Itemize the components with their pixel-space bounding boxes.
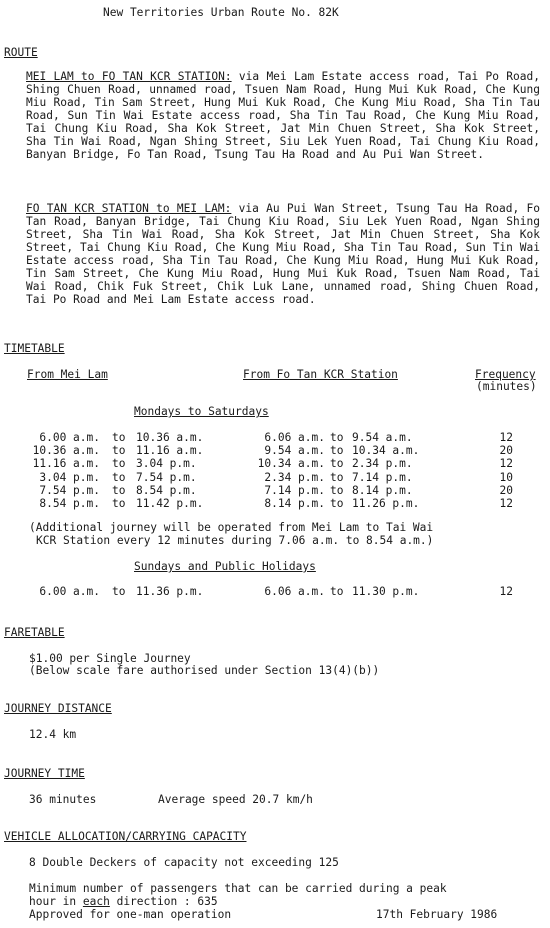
frequency-value: 20 bbox=[499, 444, 513, 458]
weekday-heading: Mondays to Saturdays bbox=[134, 405, 269, 418]
to-word: to bbox=[330, 483, 344, 497]
fo-tan-from-time: 9.54 a.m. bbox=[264, 444, 325, 458]
journey-distance-heading: JOURNEY DISTANCE bbox=[4, 702, 112, 715]
fare-line2: (Below scale fare authorised under Section 13(4)(b)) bbox=[29, 664, 380, 677]
to-word: to bbox=[112, 483, 126, 497]
vehicle-line3-pre: hour in bbox=[29, 895, 83, 908]
timetable-heading: TIMETABLE bbox=[4, 342, 65, 355]
route-inbound bbox=[26, 202, 540, 306]
mei-lam-from-time: 8.54 p.m. bbox=[39, 497, 100, 510]
vehicle-line3-each: each bbox=[82, 895, 110, 908]
mei-lam-to-time: 11.16 a.m. bbox=[136, 444, 204, 458]
to-word: to bbox=[112, 585, 126, 598]
to-word: to bbox=[112, 457, 126, 471]
frequency-value: 12 bbox=[499, 497, 513, 510]
fo-tan-from-time: 10.34 a.m. bbox=[257, 457, 325, 471]
journey-distance-value: 12.4 km bbox=[29, 728, 77, 741]
mei-lam-to-time: 11.42 p.m. bbox=[136, 497, 204, 510]
mei-lam-to-time: 3.04 p.m. bbox=[136, 457, 197, 471]
vehicle-line3-post: direction : 635 bbox=[109, 895, 218, 908]
col-from-mei-lam: From Mei Lam bbox=[27, 368, 108, 381]
document-date: 17th February 1986 bbox=[376, 908, 498, 921]
outbound-text: via Mei Lam Estate access road, Tai Po Road, Shing Chuen Road, unnamed road, Tsuen Nam Road, Hung Mui Kuk Road, Che Kung Miu Road, Tin Sam Street, Hung Mui Kuk Road, Che Kung Miu Road, Sha Tin Tau Road, Sun Tin Wai Estate access road, Sha Tin Tau Road, Che Kung Miu Road, Tai Chung Kiu Road, Sha Kok Street, Jat Min Chuen Street, Sha Kok Street, Sha Tin Wai Road, Ngan Shing Street, Siu Lek Yuen Road, Tai Chung Kiu Road, Banyan Bridge, Fo Tan Road, Tsung Tau Ha Road and Au Pui Wan Street. bbox=[26, 70, 540, 161]
col-from-fo-tan: From Fo Tan KCR Station bbox=[243, 368, 398, 381]
mei-lam-from-time: 7.54 p.m. bbox=[39, 483, 100, 497]
vehicle-heading: VEHICLE ALLOCATION/CARRYING CAPACITY bbox=[4, 830, 247, 843]
mei-lam-from-time: 11.16 a.m. bbox=[32, 457, 100, 471]
fo-tan-from-time: 7.14 p.m. bbox=[264, 483, 325, 497]
mei-lam-from-time: 6.00 a.m. bbox=[39, 431, 100, 444]
frequency-value: 10 bbox=[499, 470, 513, 484]
fo-tan-from-time: 6.06 a.m. bbox=[264, 431, 325, 444]
col-frequency: Frequency bbox=[475, 368, 536, 381]
fo-tan-to-time: 9.54 a.m. bbox=[352, 431, 413, 444]
vehicle-line3 bbox=[29, 895, 218, 908]
vehicle-line1: 8 Double Deckers of capacity not exceeding 125 bbox=[29, 856, 339, 869]
fo-tan-to-time: 10.34 a.m. bbox=[352, 444, 420, 458]
fo-tan-from-time: 8.14 p.m. bbox=[264, 497, 325, 510]
fo-tan-to-time: 7.14 p.m. bbox=[352, 470, 413, 484]
fo-tan-to-time: 11.30 p.m. bbox=[352, 585, 420, 598]
average-speed: Average speed 20.7 km/h bbox=[158, 793, 313, 806]
col-frequency-unit: (minutes) bbox=[476, 380, 537, 393]
mei-lam-to-time: 8.54 p.m. bbox=[136, 483, 197, 497]
frequency-value: 12 bbox=[499, 431, 513, 444]
to-word: to bbox=[112, 470, 126, 484]
page-title: New Territories Urban Route No. 82K bbox=[103, 6, 339, 19]
to-word: to bbox=[112, 444, 126, 458]
frequency-value: 12 bbox=[499, 585, 513, 598]
frequency-value: 20 bbox=[499, 483, 513, 497]
to-word: to bbox=[330, 431, 344, 444]
faretable-heading: FARETABLE bbox=[4, 626, 65, 639]
fo-tan-from-time: 6.06 a.m. bbox=[264, 585, 325, 598]
frequency-value: 12 bbox=[499, 457, 513, 471]
to-word: to bbox=[112, 497, 126, 510]
inbound-label: FO TAN KCR STATION to MEI LAM: bbox=[26, 202, 232, 215]
mei-lam-from-time: 3.04 p.m. bbox=[39, 470, 100, 484]
to-word: to bbox=[330, 585, 344, 598]
mei-lam-to-time: 7.54 p.m. bbox=[136, 470, 197, 484]
mei-lam-from-time: 10.36 a.m. bbox=[32, 444, 100, 458]
journey-time-heading: JOURNEY TIME bbox=[4, 767, 85, 780]
to-word: to bbox=[330, 444, 344, 458]
mei-lam-to-time: 10.36 a.m. bbox=[136, 431, 204, 444]
holiday-heading: Sundays and Public Holidays bbox=[134, 560, 316, 573]
inbound-text: via Au Pui Wan Street, Tsung Tau Ha Road, Fo Tan Road, Banyan Bridge, Tai Chung Kiu Road, Siu Lek Yuen Road, Ngan Shing Street, Sha Tin Wai Road, Sha Kok Street, Jat Min Chuen Street, Sha Kok Street, Tai Chung Kiu Road, Che Kung Miu Road, Sha Tin Tau Road, Sun Tin Wai Estate access road, Sha Tin Tau Road, Che Kung Miu Road, Hung Mui Kuk Road, Tin Sam Street, Che Kung Miu Road, Hung Mui Kuk Road, Tsuen Nam Road, Tai Wai Road, Chik Fuk Street, Chik Luk Lane, unnamed road, Shing Chuen Road, Tai Po Road and Mei Lam Estate access road. bbox=[26, 202, 540, 306]
outbound-label: MEI LAM to FO TAN KCR STATION: bbox=[26, 70, 232, 83]
to-word: to bbox=[330, 470, 344, 484]
fo-tan-from-time: 2.34 p.m. bbox=[264, 470, 325, 484]
fo-tan-to-time: 2.34 p.m. bbox=[352, 457, 413, 471]
route-outbound bbox=[26, 70, 540, 161]
journey-time-value: 36 minutes bbox=[29, 793, 97, 806]
to-word: to bbox=[112, 431, 126, 444]
mei-lam-from-time: 6.00 a.m. bbox=[39, 585, 100, 598]
to-word: to bbox=[330, 457, 344, 471]
to-word: to bbox=[330, 497, 344, 510]
mei-lam-to-time: 11.36 p.m. bbox=[136, 585, 204, 598]
fo-tan-to-time: 11.26 p.m. bbox=[352, 497, 420, 510]
fo-tan-to-time: 8.14 p.m. bbox=[352, 483, 413, 497]
fare-line1: $1.00 per Single Journey bbox=[29, 652, 191, 665]
timetable-note-line2: KCR Station every 12 minutes during 7.06 a.m. to 8.54 a.m.) bbox=[36, 534, 434, 547]
vehicle-line2: Minimum number of passengers that can be carried during a peak bbox=[29, 882, 447, 895]
timetable-note-line1: (Additional journey will be operated from Mei Lam to Tai Wai bbox=[29, 521, 434, 534]
approved-line: Approved for one-man operation bbox=[29, 908, 232, 921]
route-heading: ROUTE bbox=[4, 46, 38, 59]
